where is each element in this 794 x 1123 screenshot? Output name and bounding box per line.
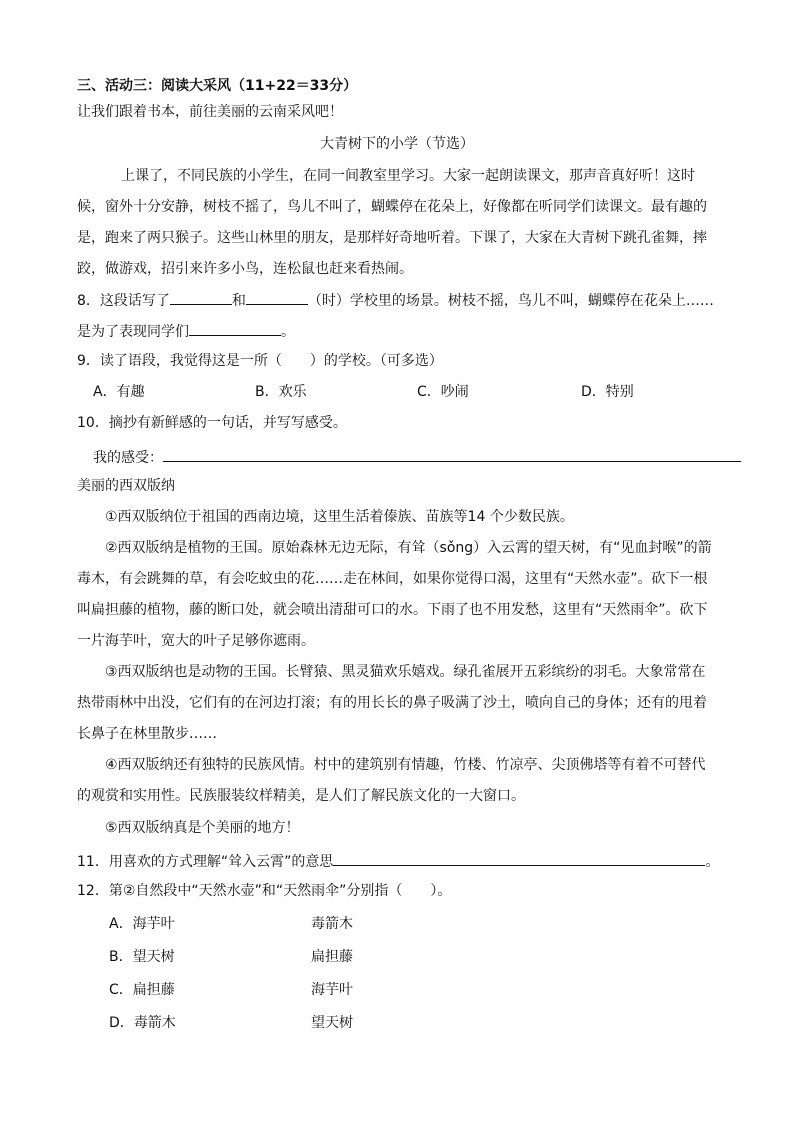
passage2-line: 的观赏和实用性。民族服装纹样精美，是人们了解民族文化的一大窗口。 <box>77 788 525 804</box>
q8-blank-3[interactable] <box>189 320 281 336</box>
passage1-line: 是，跑来了两只猴子。这些山林里的朋友，是那样好奇地听着。下课了，大家在大青树下跳孔雀舞，摔 <box>77 230 707 246</box>
question-12: 12．第②自然段中“天然水壶”和“天然雨伞”分别指（ ）。 <box>77 883 452 899</box>
question-9: 9．读了语段，我觉得这是一所（ ）的学校。（可多选） <box>77 353 443 369</box>
passage2-title: 美丽的西双版纳 <box>77 478 175 494</box>
q8-text-c: （时）学校里的场景。树枝不摇，鸟儿不叫，蝴蝶停在花朵上…… <box>307 293 714 309</box>
question-11 <box>77 850 719 872</box>
passage2-line: ④西双版纳还有独特的民族风情。村中的建筑别有情趣，竹楼、竹凉亭、尖顶佛塔等有着不可替代 <box>105 757 706 773</box>
q8-text-a: 8．这段话写了 <box>77 293 170 309</box>
q10-feeling-blank[interactable] <box>163 446 741 462</box>
q10-feeling-label: 我的感受： <box>93 450 163 466</box>
passage2-line: ②西双版纳是植物的王国。原始森林无边无际，有耸（sǒng）入云霄的望天树，有“见血封喉”的箭 <box>105 540 712 556</box>
q12-option-d[interactable]: D．毒箭木 <box>109 1015 176 1031</box>
passage1-line: 上课了，不同民族的小学生，在同一间教室里学习。大家一起朗读课文，那声音真好听！这时 <box>121 168 695 184</box>
passage1-title: 大青树下的小学（节选） <box>320 136 474 152</box>
q12-option-c[interactable]: C．扁担藤 <box>109 982 175 998</box>
q11-blank[interactable] <box>333 850 705 866</box>
question-8 <box>77 289 714 311</box>
q11-text: 11．用喜欢的方式理解“耸入云霄”的意思 <box>77 854 334 870</box>
q8-blank-2[interactable] <box>246 289 308 305</box>
section-intro: 让我们跟着书本，前往美丽的云南采风吧！ <box>77 104 343 120</box>
passage1-line: 候，窗外十分安静，树枝不摇了，鸟儿不叫了，蝴蝶停在花朵上，好像都在听同学们读课文。最有趣的 <box>77 199 707 215</box>
passage2-line: ③西双版纳也是动物的王国。长臂猿、黑灵猫欢乐嬉戏。绿孔雀展开五彩缤纷的羽毛。大象常常在 <box>105 664 706 680</box>
q9-option-d[interactable]: D．特别 <box>581 384 634 400</box>
q8-line2-end: 。 <box>281 324 295 340</box>
passage2-line: 热带雨林中出没，它们有的在河边打滚；有的用长长的鼻子吸满了沙土，喷向自己的身体；还有的甩着 <box>77 695 707 711</box>
q9-option-a[interactable]: A．有趣 <box>93 384 145 400</box>
question-8-line2 <box>77 320 295 342</box>
passage2-line: 毒木，有会跳舞的草，有会吃蚊虫的花……走在林间，如果你觉得口渴，这里有“天然水壶”。砍下一根 <box>77 571 708 587</box>
q8-text-b: 和 <box>231 293 246 309</box>
q12-option-b[interactable]: B．望天树 <box>109 949 175 965</box>
q9-option-c[interactable]: C．吵闹 <box>417 384 469 400</box>
q8-line2-text: 是为了表现同学们 <box>77 324 189 340</box>
passage2-line: 一片海芋叶，宽大的叶子足够你遮雨。 <box>77 633 315 649</box>
section-heading: 三、活动三：阅读大采风（11+22＝33分） <box>77 78 358 94</box>
q12-option-b-second: 扁担藤 <box>311 949 353 965</box>
q12-option-c-second: 海芋叶 <box>311 982 353 998</box>
passage1-line: 跤，做游戏，招引来许多小鸟，连松鼠也赶来看热闹。 <box>77 261 413 277</box>
passage2-line: ①西双版纳位于祖国的西南边境，这里生活着傣族、苗族等14 个少数民族。 <box>105 509 574 525</box>
q12-option-d-second: 望天树 <box>311 1015 353 1031</box>
question-10: 10．摘抄有新鲜感的一句话，并写写感受。 <box>77 415 347 431</box>
passage2-line: 长鼻子在林里散步…… <box>77 726 217 742</box>
passage2-line: 叫扁担藤的植物，藤的断口处，就会喷出清甜可口的水。下雨了也不用发愁，这里有“天然雨伞”。砍下 <box>77 602 708 618</box>
passage2-line: ⑤西双版纳真是个美丽的地方！ <box>105 820 300 836</box>
q12-option-a-second: 毒箭木 <box>311 916 353 932</box>
q11-end: 。 <box>705 854 720 870</box>
q10-feeling-row <box>93 446 741 468</box>
q8-blank-1[interactable] <box>170 289 232 305</box>
q9-option-b[interactable]: B．欢乐 <box>255 384 307 400</box>
q12-option-a[interactable]: A．海芋叶 <box>109 916 175 932</box>
